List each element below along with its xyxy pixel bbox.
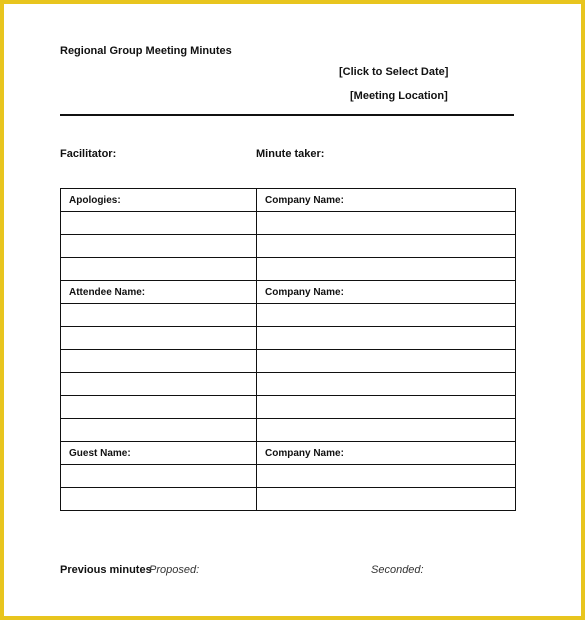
guest-header: Guest Name: [61,442,257,465]
guest-company-header: Company Name: [257,442,516,465]
guest-name-cell[interactable] [61,488,257,511]
attendee-company-cell[interactable] [257,396,516,419]
document-title: Regional Group Meeting Minutes [60,45,232,57]
attendee-name-cell[interactable] [61,304,257,327]
table-row [61,212,516,235]
attendance-table [60,188,516,511]
apologies-name-cell[interactable] [61,235,257,258]
table-row [61,488,516,511]
table-row [61,304,516,327]
attendee-company-cell[interactable] [257,327,516,350]
apologies-header: Apologies: [61,189,257,212]
guest-company-cell[interactable] [257,465,516,488]
previous-minutes-label: Previous minutes [60,564,152,576]
apologies-company-cell[interactable] [257,235,516,258]
attendee-company-cell[interactable] [257,304,516,327]
attendee-company-cell[interactable] [257,419,516,442]
guest-name-cell[interactable] [61,465,257,488]
apologies-company-cell[interactable] [257,258,516,281]
attendee-name-cell[interactable] [61,350,257,373]
apologies-company-cell[interactable] [257,212,516,235]
apologies-name-cell[interactable] [61,258,257,281]
attendee-company-cell[interactable] [257,373,516,396]
attendee-company-cell[interactable] [257,350,516,373]
table-row [61,396,516,419]
table-row [61,419,516,442]
table-row [61,258,516,281]
facilitator-label: Facilitator: [60,148,117,160]
seconded-label: Seconded: [371,564,424,576]
guest-company-cell[interactable] [257,488,516,511]
table-row [61,350,516,373]
attendee-name-cell[interactable] [61,419,257,442]
table-row [61,465,516,488]
attendee-header: Attendee Name: [61,281,257,304]
table-row [61,235,516,258]
table-row [61,189,516,212]
attendee-name-cell[interactable] [61,327,257,350]
meeting-location-field[interactable]: [Meeting Location] [350,90,448,102]
table-row [61,281,516,304]
date-picker-field[interactable]: [Click to Select Date] [339,66,449,78]
table-row [61,442,516,465]
apologies-name-cell[interactable] [61,212,257,235]
document-page [4,4,581,616]
minute-taker-label: Minute taker: [256,148,325,160]
header-divider [60,114,514,116]
table-row [61,373,516,396]
apologies-company-header: Company Name: [257,189,516,212]
attendee-name-cell[interactable] [61,373,257,396]
table-row [61,327,516,350]
proposed-label: Proposed: [149,564,200,576]
attendee-name-cell[interactable] [61,396,257,419]
attendee-company-header: Company Name: [257,281,516,304]
